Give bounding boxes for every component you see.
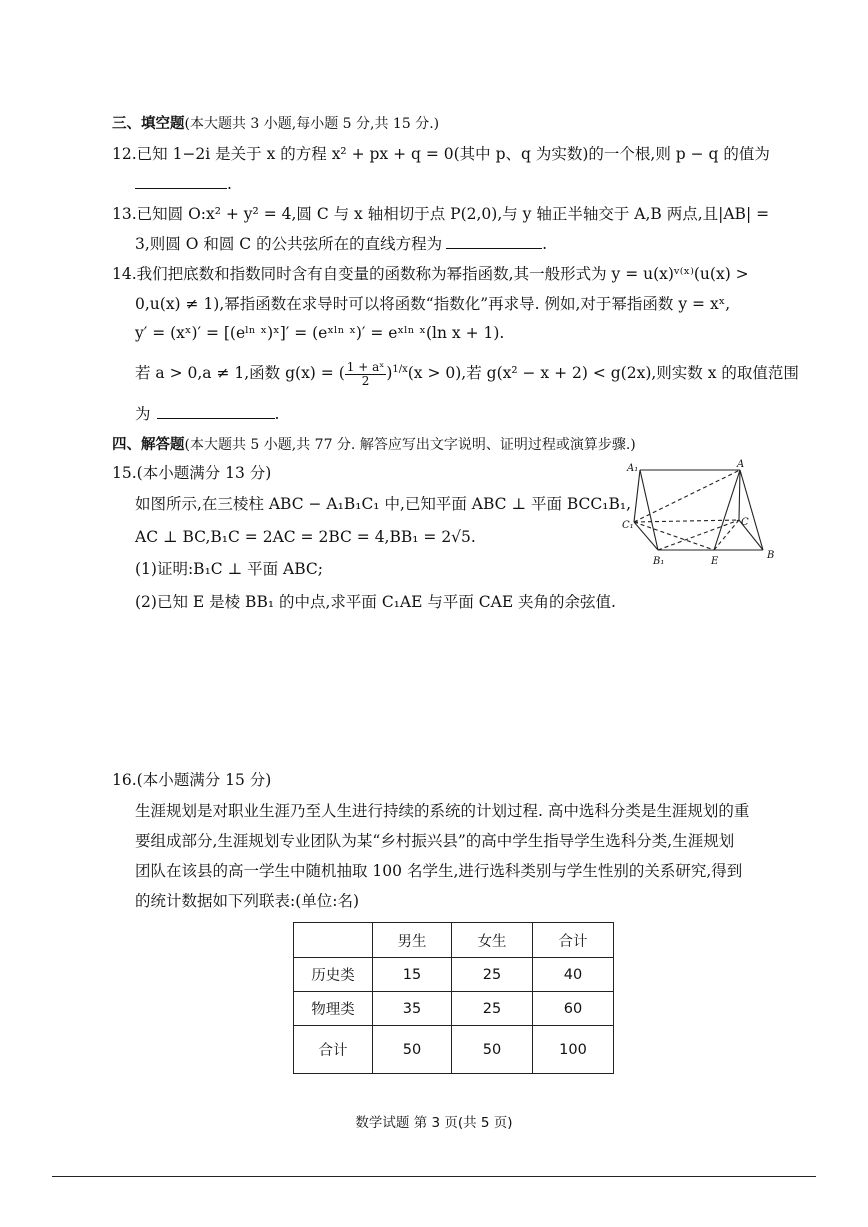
table-cell: 历史类	[294, 958, 373, 992]
q12-end: .	[227, 175, 232, 193]
q14-line5	[135, 404, 279, 424]
section3-title: 三、填空题	[112, 116, 185, 132]
q13-line2	[135, 234, 547, 254]
section4-note: (本大题共 5 小题,共 77 分. 解答应写出文字说明、证明过程或演算步骤.)	[184, 437, 636, 453]
table-cell: 25	[452, 992, 533, 1026]
q15-part1: (1)证明:B₁C ⊥ 平面 ABC;	[135, 560, 323, 578]
edge-ae	[714, 470, 740, 550]
prism-figure	[622, 458, 782, 570]
table-header-row	[294, 923, 614, 958]
table-header-cell: 男生	[373, 923, 452, 958]
table-cell: 15	[373, 958, 452, 992]
q12-answer-blank[interactable]	[135, 174, 227, 189]
page-footer: 数学试题 第 3 页(共 5 页)	[355, 1115, 513, 1131]
label-b1: B₁	[653, 556, 665, 567]
table-cell: 35	[373, 992, 452, 1026]
section4-heading	[112, 434, 636, 455]
table-cell: 合计	[294, 1026, 373, 1074]
q14-line5-text: 为	[135, 405, 151, 423]
table-header-cell: 合计	[533, 923, 614, 958]
q16-line1: 生涯规划是对职业生涯乃至人生进行持续的系统的计划过程. 高中选科分类是生涯规划的重	[135, 802, 750, 820]
edge-a1b1	[640, 470, 658, 550]
table-cell: 25	[452, 958, 533, 992]
edge-a1c1	[634, 470, 640, 522]
edge-c1a	[634, 470, 740, 522]
table-cell: 100	[533, 1026, 614, 1074]
q14-line4	[135, 355, 799, 388]
q14-line1: 14.我们把底数和指数同时含有自变量的函数称为幂指函数,其一般形式为 y = u(x)ᵛ⁽ˣ⁾(u(x) >	[112, 265, 749, 283]
q15-title: 15.(本小题满分 13 分)	[112, 464, 272, 482]
label-c1: C₁	[622, 520, 634, 531]
q14-line4b: )	[386, 364, 393, 383]
bottom-rule	[52, 1176, 816, 1177]
q14-frac-den: 2	[361, 373, 370, 388]
q16-line2: 要组成部分,生涯规划专业团队为某“乡村振兴县”的高中学生指导学生选科分类,生涯规划	[135, 832, 735, 850]
q14-frac-num: 1 + aˣ	[346, 359, 385, 374]
edge-ac	[739, 470, 740, 520]
q13-line1: 13.已知圆 O:x² + y² = 4,圆 C 与 x 轴相切于点 P(2,0),与 y 轴正半轴交于 A,B 两点,且|AB| =	[112, 205, 770, 223]
table-cell: 60	[533, 992, 614, 1026]
q15-line1: 如图所示,在三棱柱 ABC − A₁B₁C₁ 中,已知平面 ABC ⊥ 平面 BCC₁B₁,	[135, 495, 632, 513]
q14-line4c: (x > 0),若 g(x² − x + 2) < g(2x),则实数 x 的取值范围	[407, 364, 799, 383]
table-cell: 50	[373, 1026, 452, 1074]
q16-line3: 团队在该县的高一学生中随机抽取 100 名学生,进行选科类别与学生性别的关系研究,得到	[135, 862, 743, 880]
label-b: B	[767, 550, 775, 561]
table-cell: 物理类	[294, 992, 373, 1026]
q14-end: .	[274, 405, 280, 423]
table-row	[294, 1026, 614, 1074]
q15-part2: (2)已知 E 是棱 BB₁ 的中点,求平面 C₁AE 与平面 CAE 夹角的余弦值.	[135, 593, 616, 611]
label-a1: A₁	[627, 463, 639, 474]
table-row	[294, 992, 614, 1026]
section4-title: 四、解答题	[112, 437, 185, 453]
q13-line2-text: 3,则圆 O 和圆 C 的公共弦所在的直线方程为	[135, 235, 443, 253]
table-header-cell: 女生	[452, 923, 533, 958]
label-e: E	[711, 556, 719, 567]
q14-fraction	[345, 361, 387, 388]
q14-exponent: 1/x	[392, 364, 408, 375]
q14-line2: 0,u(x) ≠ 1),幂指函数在求导时可以将函数“指数化”再求导. 例如,对于幂指函数 y = xˣ,	[135, 295, 731, 313]
table-cell: 50	[452, 1026, 533, 1074]
section3-heading	[112, 113, 439, 134]
table-header-cell	[294, 923, 373, 958]
q12-line1: 12.已知 1−2i 是关于 x 的方程 x² + px + q = 0(其中 p、q 为实数)的一个根,则 p − q 的值为	[112, 145, 770, 163]
table-row	[294, 958, 614, 992]
contingency-table	[293, 922, 614, 1074]
q14-line4a: 若 a > 0,a ≠ 1,函数 g(x) = (	[135, 364, 345, 383]
q14-answer-blank[interactable]	[157, 404, 275, 419]
edge-ab	[740, 470, 763, 550]
label-a: A	[737, 459, 745, 470]
q16-line4: 的统计数据如下列联表:(单位:名)	[135, 892, 360, 910]
table-cell: 40	[533, 958, 614, 992]
section3-note: (本大题共 3 小题,每小题 5 分,共 15 分.)	[184, 116, 440, 132]
q12-answer-line	[135, 174, 232, 194]
q15-line2: AC ⊥ BC,B₁C = 2AC = 2BC = 4,BB₁ = 2√5.	[135, 528, 476, 546]
label-c: C	[741, 517, 749, 528]
q14-line3: y′ = (xˣ)′ = [(eˡⁿ ˣ)ˣ]′ = (eˣˡⁿ ˣ)′ = eˣˡⁿ ˣ(ln x + 1).	[135, 324, 505, 342]
q13-answer-blank[interactable]	[446, 234, 542, 249]
q16-title: 16.(本小题满分 15 分)	[112, 771, 272, 789]
q13-end: .	[542, 235, 548, 253]
